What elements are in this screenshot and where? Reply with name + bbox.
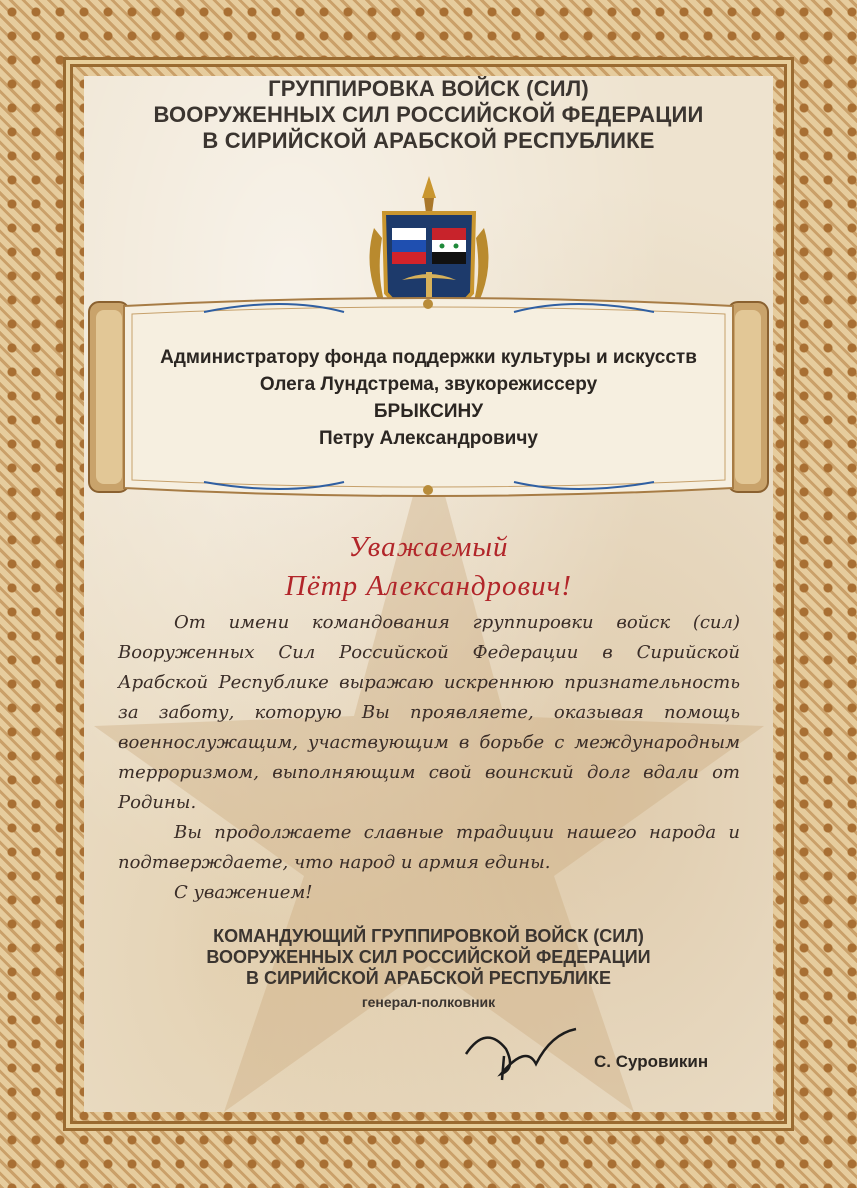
signoff-line-1: КОМАНДУЮЩИЙ ГРУППИРОВКОЙ ВОЙСК (СИЛ) — [213, 926, 644, 946]
greeting-line-1: Уважаемый — [348, 531, 509, 563]
closing-text: С уважением! — [174, 882, 313, 903]
signoff-line-2: ВООРУЖЕННЫХ СИЛ РОССИЙСКОЙ ФЕДЕРАЦИИ — [206, 947, 651, 967]
body-paragraph-2: Вы продолжаете славные традиции нашего народа и подтверждаете, что народ и армия едины. — [118, 822, 740, 873]
header-line-1: ГРУППИРОВКА ВОЙСК (СИЛ) — [268, 76, 589, 101]
addressee-line-1: Администратору фонда поддержки культуры и искусств — [160, 347, 697, 368]
certificate-paper — [84, 76, 773, 1112]
signer-name: С. Суровикин — [594, 1052, 709, 1071]
greeting-line-2: Пётр Александрович! — [284, 570, 573, 602]
body-paragraph-1: От имени командования группировки войск (сил) Вооруженных Сил Российской Федерации в Сирийской Арабской Республике выражаю искреннюю признательность за заботу, которую Вы проявляете, оказывая помощь военнослужащим, участвующим в борьбе с международным терроризмом, выполняющим свой воинский долг вдали от Родины. — [118, 612, 740, 813]
signoff-line-3: В СИРИЙСКОЙ АРАБСКОЙ РЕСПУБЛИКЕ — [246, 968, 611, 988]
addressee-line-3: БРЫКСИНУ — [373, 401, 484, 422]
header-line-3: В СИРИЙСКОЙ АРАБСКОЙ РЕСПУБЛИКЕ — [202, 128, 655, 153]
greeting — [84, 528, 773, 606]
addressee-line-2: Олега Лундстрема, звукорежиссеру — [259, 374, 598, 395]
signoff-block — [84, 926, 773, 989]
rank-label: генерал-полковник — [361, 994, 496, 1010]
addressee-block — [134, 344, 723, 452]
header-title — [84, 76, 773, 154]
addressee-line-4: Петру Александровичу — [319, 428, 538, 449]
letter-body — [118, 608, 740, 908]
signature-mark — [456, 1014, 596, 1084]
header-line-2: ВООРУЖЕННЫХ СИЛ РОССИЙСКОЙ ФЕДЕРАЦИИ — [153, 102, 704, 127]
